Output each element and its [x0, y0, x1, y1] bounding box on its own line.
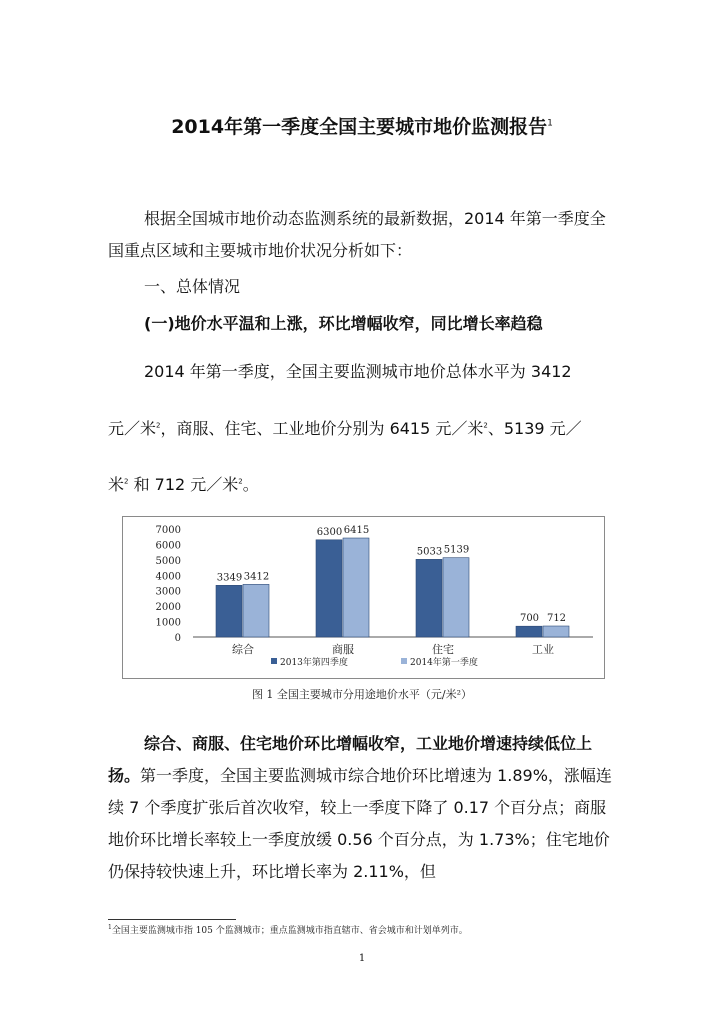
y-tick-label: 2000 [155, 602, 181, 614]
data-label: 6415 [343, 525, 370, 537]
y-tick-label: 4000 [155, 571, 181, 583]
bar [243, 584, 269, 637]
y-tick-label: 3000 [155, 586, 181, 598]
para2-text: 第一季度，全国主要监测城市综合地价环比增速为 1.89%，涨幅连续 7 个季度扩张后首次收窄，较上一季度下降了 0.17 个百分点；商服地价环比增长率较上一季度放缓 0.56 个百分点，为 1.73%；住宅地价仍保持较快速上升，环比增长率为 2.11%，但 [108, 766, 612, 881]
legend-swatch [401, 658, 407, 664]
para1-seg-b: ，商服、住宅、工业地价分别为 6415 元／米 [160, 419, 484, 438]
footnote-text: 全国主要监测城市指 105 个监测城市；重点监测城市指直辖市、省会城市和计划单列市。 [111, 926, 468, 936]
data-label: 5033 [416, 546, 443, 558]
footnote-mark: 1 [108, 924, 112, 931]
sq-mark: 2 [156, 421, 161, 430]
subsection-heading: (一)地价水平温和上涨，环比增幅收窄，同比增长率趋稳 [144, 314, 543, 333]
chart-svg [123, 517, 604, 678]
para1-seg-c: 、5139 元／ [487, 419, 582, 438]
para1-seg-d: 米 [108, 475, 125, 494]
sq-mark: 2 [124, 477, 129, 486]
bar [443, 558, 469, 637]
intro-paragraph [108, 203, 612, 267]
data-label: 712 [546, 613, 567, 625]
footnote-divider [108, 919, 236, 920]
sq-mark: 2 [483, 421, 488, 430]
report-title-text: 2014年第一季度全国主要城市地价监测报告 [171, 116, 548, 138]
x-tick-label: 住宅 [432, 643, 454, 656]
bar [343, 538, 369, 637]
report-title [0, 112, 724, 139]
figure-caption: 图 1 全国主要城市分用途地价水平（元/米²） [251, 688, 473, 701]
intro-text: 根据全国城市地价动态监测系统的最新数据，2014 年第一季度全国重点区域和主要城市地价状况分析如下： [108, 209, 606, 260]
page-number: 1 [358, 953, 366, 964]
para1-seg-f: 。 [242, 475, 259, 494]
para1-line3 [108, 472, 259, 495]
para2 [108, 728, 612, 888]
x-tick-label: 工业 [532, 643, 554, 656]
data-label: 3412 [243, 571, 270, 583]
data-label: 5139 [443, 544, 470, 556]
y-tick-label: 5000 [155, 555, 181, 567]
legend-swatch [271, 658, 277, 664]
x-tick-label: 综合 [232, 643, 254, 656]
para1-seg-a: 元／米 [108, 419, 157, 438]
bar [416, 559, 442, 637]
data-label: 700 [519, 613, 540, 625]
data-label: 3349 [216, 572, 243, 584]
sq-mark: 2 [238, 477, 243, 486]
legend-label: 2013年第四季度 [280, 658, 348, 668]
para1-line1: 2014 年第一季度，全国主要监测城市地价总体水平为 3412 [144, 362, 572, 381]
para2-bold: 综合、商服、住宅地价环比增幅收窄，工业地价增速持续低位上扬。 [108, 734, 593, 785]
y-tick-label: 6000 [155, 540, 181, 552]
y-tick-label: 1000 [155, 617, 181, 629]
legend-label: 2014年第一季度 [410, 658, 478, 668]
data-label: 6300 [316, 526, 343, 538]
bar [316, 540, 342, 637]
land-price-chart [122, 516, 605, 679]
y-tick-label: 7000 [155, 525, 181, 536]
y-tick-label: 0 [174, 633, 181, 644]
title-footnote-mark: 1 [547, 118, 553, 129]
x-tick-label: 商服 [332, 643, 354, 656]
para1-line2 [108, 416, 582, 439]
footnote [108, 923, 468, 936]
bar [216, 585, 242, 637]
section-heading: 一、总体情况 [144, 277, 241, 296]
bar [516, 626, 542, 637]
para1-seg-e: 和 712 元／米 [128, 475, 239, 494]
bar [543, 626, 569, 637]
